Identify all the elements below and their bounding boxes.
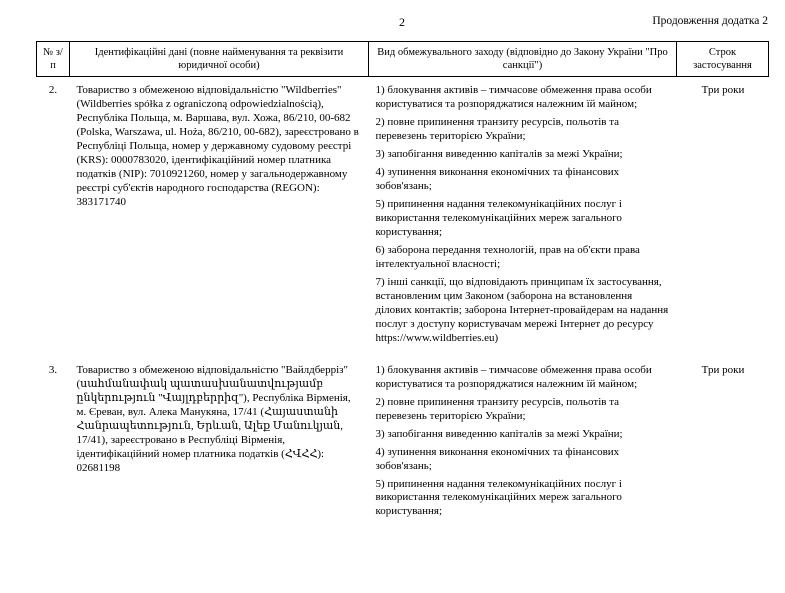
measure-item: 5) припинення надання телекомунікаційних послуг і використання телекомунікаційних мереж загального користування; — [375, 198, 622, 238]
annex-continuation: Продовження додатка 2 — [652, 15, 768, 27]
document-header — [36, 13, 768, 41]
table-row — [37, 350, 769, 524]
measure-item: 4) зупинення виконання економічних та фінансових зобов'язань; — [375, 445, 620, 472]
identity-cell: Товариство з обмеженою відповідальністю "Вайлдберріз" (սահմանափակ պատասխանատվությամբ ընկերություն "Վայլդբերրիզ"), Республіка Вірменія, м. Єреван, вул. Алека Манукяна, 17/41 (Հայաստանի Հանրապետություն, Երևան, Ալեք Մանուկյան, 17/41), зареєстровано в Республіці Вірменія, ідентифікаційний номер платника податків (ՀՎՀՀ): 02681198 — [76, 363, 351, 474]
table-row — [37, 77, 769, 350]
measure-item: 6) заборона передання технологій, прав на об'єкти права інтелектуальної власності; — [375, 243, 640, 270]
measure-item: 1) блокування активів – тимчасове обмеження права особи користуватися та розпоряджатися належним їй майном; — [375, 363, 652, 390]
column-header-identity: Ідентифікаційні дані (повне найменування та реквізити юридичної особи) — [70, 42, 369, 77]
sanctions-table — [36, 41, 769, 523]
page-number: 2 — [399, 15, 405, 29]
term-cell: Три роки — [701, 363, 745, 376]
measure-item: 2) повне припинення транзиту ресурсів, польотів та перевезень територією України; — [375, 395, 620, 422]
measure-item: 3) запобігання виведенню капіталів за межі України; — [375, 148, 623, 161]
measure-item: 4) зупинення виконання економічних та фінансових зобов'язань; — [375, 166, 620, 193]
measures-cell — [369, 77, 677, 350]
row-number: 2. — [48, 84, 58, 97]
term-cell: Три роки — [701, 84, 745, 97]
measure-item: 7) інші санкції, що відповідають принципам їх застосування, встановленим цим Законом (заборона на встановлення ділових контактів; заборона Інтернет-провайдерам на надання послуг з доступу користувачам мережі Інтернет до ресурсу https://www.wildberries.eu) — [375, 275, 669, 344]
measure-item: 1) блокування активів – тимчасове обмеження права особи користуватися та розпоряджатися належним їй майном; — [375, 84, 652, 111]
column-header-measure: Вид обмежувального заходу (відповідно до Закону України "Про санкції") — [369, 42, 677, 77]
measures-cell — [369, 350, 677, 524]
measure-item: 2) повне припинення транзиту ресурсів, польотів та перевезень територією України; — [375, 116, 620, 143]
row-number: 3. — [48, 363, 58, 376]
column-header-term: Строк застосування — [677, 42, 769, 77]
measure-item: 3) запобігання виведенню капіталів за межі України; — [375, 427, 623, 440]
column-header-number: № з/п — [37, 42, 70, 77]
identity-cell: Товариство з обмеженою відповідальністю "Wildberries" (Wildberries spółka z ograniczoną odpowiedzialnością), Республіка Польща, м. Варшава, вул. Хожа, 86/210, 00-682 (Polska, Warszawa, ul. Hoża, 86/210, 00-682), зареєстровано в Республіці Польща, номер у державному судовому реєстрі (KRS): 0000783020, ідентифікаційний номер платника податків (NIP): 7010921260, номер у загальнодержавному реєстрі суб'єктів народного господарства (REGON): 383171740 — [76, 84, 359, 208]
table-header-row — [37, 42, 769, 77]
measure-item: 5) припинення надання телекомунікаційних послуг і використання телекомунікаційних мереж загального користування; — [375, 477, 622, 518]
